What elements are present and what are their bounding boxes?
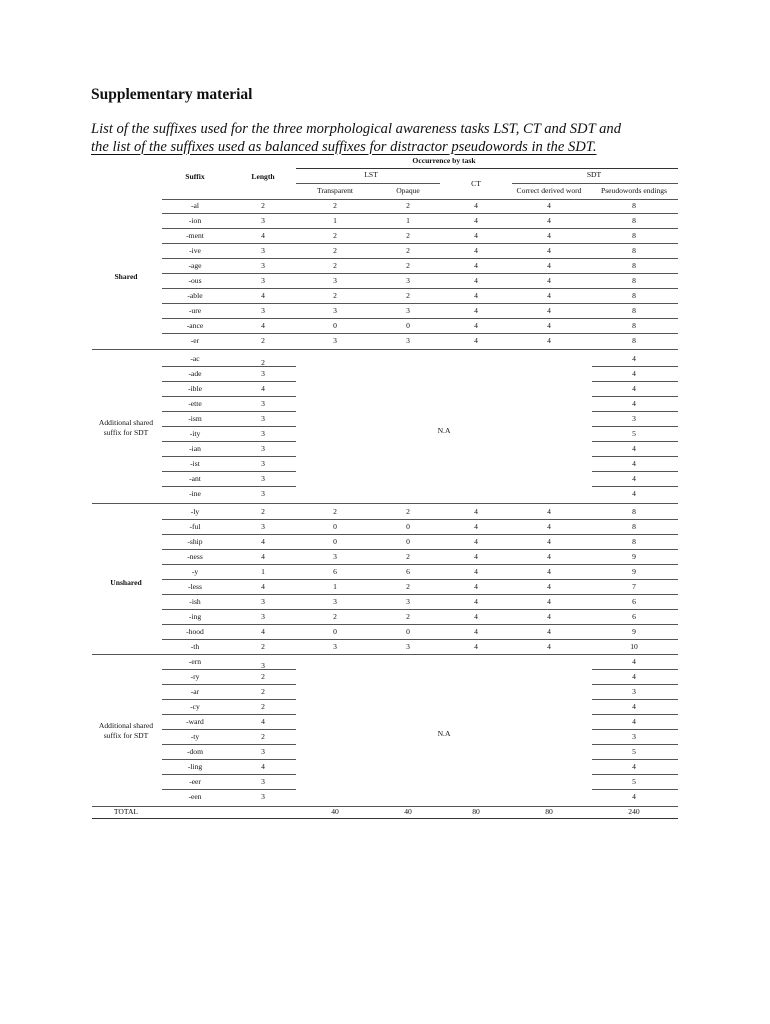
- transparent-cell: 2: [333, 201, 337, 210]
- opaque-cell: 3: [406, 306, 410, 315]
- suffix-cell: -ible: [188, 384, 202, 393]
- correct-cell: 4: [547, 597, 551, 606]
- row-rule: [592, 396, 678, 397]
- ct-cell: 4: [474, 552, 478, 561]
- pseudo-cell: 8: [632, 216, 636, 225]
- ct-cell: 4: [474, 291, 478, 300]
- row-rule: [592, 441, 678, 442]
- ct-cell: 4: [474, 627, 478, 636]
- ct-cell: 4: [474, 276, 478, 285]
- pseudo-cell: 4: [632, 717, 636, 726]
- pseudo-cell: 4: [632, 354, 636, 363]
- pseudo-cell: 8: [632, 537, 636, 546]
- suffix-cell: -ment: [186, 231, 204, 240]
- length-cell: 3: [261, 429, 265, 438]
- group-rule: [92, 503, 678, 504]
- row-rule: [162, 273, 678, 274]
- group-label: suffix for SDT: [103, 427, 149, 437]
- opaque-cell: 6: [406, 567, 410, 576]
- ct-cell: 4: [474, 321, 478, 330]
- opaque-cell: 2: [406, 231, 410, 240]
- pseudo-cell: 4: [632, 672, 636, 681]
- row-rule: [162, 318, 678, 319]
- opaque-cell: 2: [406, 582, 410, 591]
- suffix-cell: -ism: [188, 414, 202, 423]
- table-bottom-rule: [92, 818, 678, 819]
- length-cell: 3: [261, 399, 265, 408]
- page-heading: Supplementary material: [91, 86, 253, 103]
- row-rule: [592, 381, 678, 382]
- pseudo-cell: 6: [632, 597, 636, 606]
- correct-cell: 4: [547, 336, 551, 345]
- transparent-cell: 3: [333, 642, 337, 651]
- opaque-header: Opaque: [396, 186, 420, 195]
- suffix-cell: -ure: [188, 306, 202, 315]
- occurrence-header: Occurrence by task: [412, 156, 476, 165]
- row-rule: [162, 519, 678, 520]
- row-rule: [162, 789, 296, 790]
- row-rule: [162, 243, 678, 244]
- ct-cell: 4: [474, 522, 478, 531]
- correct-cell: 4: [547, 231, 551, 240]
- row-rule: [162, 759, 296, 760]
- opaque-cell: 3: [406, 642, 410, 651]
- pseudo-cell: 9: [632, 552, 636, 561]
- length-cell: 2: [261, 672, 265, 681]
- total-opaque: 40: [404, 807, 412, 816]
- ct-cell: 4: [474, 642, 478, 651]
- transparent-cell: 0: [333, 522, 337, 531]
- length-cell: 4: [261, 291, 265, 300]
- pseudo-cell: 4: [632, 474, 636, 483]
- caption-line-1: List of the suffixes used for the three morphological awareness tasks LST, CT and SDT and: [91, 121, 621, 137]
- row-rule: [162, 303, 678, 304]
- ct-cell: 4: [474, 582, 478, 591]
- pseudo-cell: 4: [632, 369, 636, 378]
- correct-cell: 4: [547, 321, 551, 330]
- correct-cell: 4: [547, 627, 551, 636]
- caption-line-2: the list of the suffixes used as balanced suffixes for distractor pseudowords in the SDT.: [91, 138, 597, 155]
- length-cell: 3: [261, 306, 265, 315]
- group-rule: [92, 806, 678, 807]
- row-rule: [592, 456, 678, 457]
- correct-cell: 4: [547, 612, 551, 621]
- correct-cell: 4: [547, 642, 551, 651]
- suffix-cell: -er: [190, 336, 200, 345]
- pseudo-cell: 8: [632, 507, 636, 516]
- pseudo-cell: 8: [632, 246, 636, 255]
- opaque-cell: 0: [406, 537, 410, 546]
- opaque-cell: 2: [406, 201, 410, 210]
- length-cell: 2: [261, 687, 265, 696]
- group-label: Shared: [114, 271, 138, 281]
- row-rule: [592, 411, 678, 412]
- length-cell: 4: [261, 552, 265, 561]
- row-rule: [162, 639, 678, 640]
- ct-cell: 4: [474, 597, 478, 606]
- suffix-cell: -ance: [186, 321, 204, 330]
- length-cell: 2: [261, 642, 265, 651]
- length-cell: 3: [261, 414, 265, 423]
- correct-cell: 4: [547, 201, 551, 210]
- row-rule: [162, 669, 296, 670]
- suffix-cell: -ac: [190, 354, 200, 363]
- opaque-cell: 3: [406, 276, 410, 285]
- length-cell: 2: [261, 702, 265, 711]
- length-cell: 3: [261, 474, 265, 483]
- length-cell: 3: [261, 489, 265, 498]
- length-cell: 4: [261, 231, 265, 240]
- suffix-cell: -ive: [189, 246, 201, 255]
- suffix-cell: -ish: [189, 597, 201, 606]
- ct-cell: 4: [474, 537, 478, 546]
- row-rule: [592, 426, 678, 427]
- pseudo-cell: 10: [630, 642, 638, 651]
- total-ct: 80: [472, 807, 480, 816]
- correct-cell: 4: [547, 216, 551, 225]
- opaque-cell: 1: [406, 216, 410, 225]
- opaque-cell: 3: [406, 336, 410, 345]
- opaque-cell: 0: [406, 522, 410, 531]
- suffix-cell: -y: [191, 567, 199, 576]
- opaque-cell: 0: [406, 627, 410, 636]
- pseudo-cell: 5: [632, 777, 636, 786]
- suffix-cell: -less: [188, 582, 202, 591]
- row-rule: [162, 549, 678, 550]
- pseudo-cell: 3: [632, 732, 636, 741]
- row-rule: [162, 426, 296, 427]
- opaque-cell: 2: [406, 507, 410, 516]
- pseudo-cell: 9: [632, 627, 636, 636]
- transparent-cell: 3: [333, 597, 337, 606]
- pseudo-cell: 4: [632, 399, 636, 408]
- opaque-cell: 2: [406, 552, 410, 561]
- row-rule: [162, 366, 296, 367]
- suffix-cell: -ern: [188, 657, 202, 666]
- length-cell: 3: [261, 216, 265, 225]
- row-rule: [592, 486, 678, 487]
- ct-cell: 4: [474, 246, 478, 255]
- suffix-cell: -ade: [188, 369, 202, 378]
- suffix-cell: -hood: [186, 627, 204, 636]
- correct-cell: 4: [547, 582, 551, 591]
- pseudo-cell: 7: [632, 582, 636, 591]
- suffix-cell: -ness: [187, 552, 203, 561]
- suffix-cell: -cy: [190, 702, 200, 711]
- suffix-cell: -ty: [190, 732, 200, 741]
- ct-cell: 4: [474, 216, 478, 225]
- length-cell: 2: [261, 507, 265, 516]
- transparent-cell: 2: [333, 261, 337, 270]
- suffix-cell: -ian: [189, 444, 201, 453]
- pseudo-cell: 4: [632, 657, 636, 666]
- length-cell: 4: [261, 762, 265, 771]
- pseudo-cell: 8: [632, 306, 636, 315]
- suffix-cell: -ist: [190, 459, 200, 468]
- pseudo-cell: 4: [632, 702, 636, 711]
- transparent-cell: 3: [333, 552, 337, 561]
- suffix-cell: -able: [187, 291, 203, 300]
- row-rule: [162, 213, 678, 214]
- length-cell: 3: [261, 444, 265, 453]
- row-rule: [162, 564, 678, 565]
- row-rule: [162, 258, 678, 259]
- row-rule: [162, 534, 678, 535]
- length-cell: 2: [261, 201, 265, 210]
- pseudo-cell: 4: [632, 762, 636, 771]
- group-rule: [92, 654, 678, 655]
- suffix-cell: -eer: [189, 777, 201, 786]
- sdt-header: SDT: [586, 170, 602, 179]
- pseudo-cell: 5: [632, 747, 636, 756]
- row-rule: [162, 456, 296, 457]
- pseudo-cell: 4: [632, 489, 636, 498]
- pseudo-cell: 3: [632, 414, 636, 423]
- suffix-cell: -ward: [186, 717, 204, 726]
- length-cell: 4: [261, 384, 265, 393]
- length-cell: 4: [261, 537, 265, 546]
- suffix-cell: -ship: [187, 537, 203, 546]
- transparent-cell: 2: [333, 612, 337, 621]
- correct-cell: 4: [547, 276, 551, 285]
- length-cell: 2: [261, 336, 265, 345]
- length-cell: 3: [261, 276, 265, 285]
- correct-cell: 4: [547, 522, 551, 531]
- pseudo-cell: 4: [632, 444, 636, 453]
- transparent-cell: 1: [333, 216, 337, 225]
- row-rule: [592, 789, 678, 790]
- transparent-cell: 2: [333, 231, 337, 240]
- correct-cell: 4: [547, 537, 551, 546]
- pseudo-cell: 8: [632, 261, 636, 270]
- pseudo-cell: 8: [632, 321, 636, 330]
- pseudo-cell: 9: [632, 567, 636, 576]
- pseudo-cell: 8: [632, 231, 636, 240]
- ct-header: CT: [471, 179, 481, 188]
- group-label: Unshared: [110, 577, 142, 587]
- row-rule: [592, 471, 678, 472]
- ct-cell: 4: [474, 261, 478, 270]
- row-rule: [162, 594, 678, 595]
- row-rule: [162, 288, 678, 289]
- correct-cell: 4: [547, 306, 551, 315]
- group-label: suffix for SDT: [103, 730, 149, 740]
- length-cell: 4: [261, 717, 265, 726]
- header-rule-bottom: [162, 199, 678, 200]
- length-cell: 3: [261, 747, 265, 756]
- correct-cell: 4: [547, 291, 551, 300]
- suffix-cell: -ion: [188, 216, 202, 225]
- length-cell: 2: [261, 358, 265, 367]
- row-rule: [592, 714, 678, 715]
- pseudo-cell: 8: [632, 522, 636, 531]
- group-label: Additional shared: [98, 720, 154, 730]
- opaque-cell: 3: [406, 597, 410, 606]
- transparent-cell: 2: [333, 246, 337, 255]
- group-label: Additional shared: [98, 417, 154, 427]
- row-rule: [592, 729, 678, 730]
- suffix-cell: -al: [190, 201, 200, 210]
- row-rule: [162, 228, 678, 229]
- suffix-cell: -dom: [186, 747, 204, 756]
- total-correct: 80: [545, 807, 553, 816]
- length-cell: 1: [261, 567, 265, 576]
- length-cell: 3: [261, 246, 265, 255]
- transparent-cell: 2: [333, 291, 337, 300]
- row-rule: [162, 441, 296, 442]
- suffix-cell: -th: [190, 642, 200, 651]
- pseudo-cell: 3: [632, 687, 636, 696]
- suffix-cell: -age: [188, 261, 202, 270]
- group-rule: [92, 349, 678, 350]
- row-rule: [162, 609, 678, 610]
- row-rule: [162, 333, 678, 334]
- lst-header: LST: [364, 170, 378, 179]
- transparent-cell: 1: [333, 582, 337, 591]
- na-cell: N.A: [437, 728, 451, 738]
- opaque-cell: 2: [406, 612, 410, 621]
- row-rule: [592, 684, 678, 685]
- pseudo-endings-header: Pseudowords endings: [600, 186, 668, 195]
- suffix-cell: -ous: [188, 276, 202, 285]
- suffix-cell: -ine: [189, 489, 201, 498]
- transparent-cell: 0: [333, 627, 337, 636]
- transparent-cell: 3: [333, 276, 337, 285]
- suffix-cell: -ant: [189, 474, 201, 483]
- row-rule: [162, 396, 296, 397]
- row-rule: [162, 729, 296, 730]
- suffix-cell: -ly: [190, 507, 200, 516]
- transparent-header: Transparent: [317, 186, 353, 195]
- row-rule: [592, 699, 678, 700]
- correct-derived-header: Correct derived word: [516, 186, 582, 195]
- transparent-cell: 0: [333, 537, 337, 546]
- suffix-cell: -ar: [190, 687, 200, 696]
- row-rule: [162, 486, 296, 487]
- length-cell: 3: [261, 612, 265, 621]
- row-rule: [162, 714, 296, 715]
- suffix-cell: -ette: [188, 399, 202, 408]
- transparent-cell: 3: [333, 336, 337, 345]
- opaque-cell: 2: [406, 261, 410, 270]
- length-cell: 3: [261, 792, 265, 801]
- pseudo-cell: 4: [632, 792, 636, 801]
- correct-cell: 4: [547, 261, 551, 270]
- row-rule: [592, 759, 678, 760]
- header-rule-top: [296, 168, 678, 169]
- ct-cell: 4: [474, 306, 478, 315]
- length-cell: 3: [261, 369, 265, 378]
- pseudo-cell: 8: [632, 336, 636, 345]
- na-cell: N.A: [437, 425, 451, 435]
- correct-cell: 4: [547, 246, 551, 255]
- pseudo-cell: 4: [632, 384, 636, 393]
- suffix-cell: -ful: [189, 522, 201, 531]
- transparent-cell: 3: [333, 306, 337, 315]
- transparent-cell: 2: [333, 507, 337, 516]
- transparent-cell: 0: [333, 321, 337, 330]
- total-pseudo: 240: [628, 807, 640, 816]
- suffix-cell: -ry: [190, 672, 200, 681]
- suffix-cell: -een: [188, 792, 202, 801]
- row-rule: [592, 669, 678, 670]
- correct-cell: 4: [547, 507, 551, 516]
- length-cell: 3: [261, 459, 265, 468]
- suffix-cell: -ling: [187, 762, 203, 771]
- length-cell: 4: [261, 321, 265, 330]
- opaque-cell: 2: [406, 246, 410, 255]
- ct-cell: 4: [474, 231, 478, 240]
- pseudo-cell: 8: [632, 276, 636, 285]
- lst-rule: [296, 183, 440, 184]
- row-rule: [162, 624, 678, 625]
- ct-cell: 4: [474, 336, 478, 345]
- row-rule: [592, 774, 678, 775]
- ct-cell: 4: [474, 567, 478, 576]
- total-label: TOTAL: [113, 807, 139, 816]
- total-transparent: 40: [331, 807, 339, 816]
- ct-cell: 4: [474, 507, 478, 516]
- col-suffix-header: Suffix: [185, 172, 205, 181]
- row-rule: [162, 774, 296, 775]
- opaque-cell: 0: [406, 321, 410, 330]
- row-rule: [162, 471, 296, 472]
- col-length-header: Length: [251, 172, 275, 181]
- row-rule: [162, 381, 296, 382]
- length-cell: 3: [261, 777, 265, 786]
- row-rule: [162, 744, 296, 745]
- suffix-cell: -ing: [188, 612, 202, 621]
- suffix-cell: -ity: [189, 429, 201, 438]
- length-cell: 3: [261, 661, 265, 670]
- row-rule: [162, 699, 296, 700]
- row-rule: [162, 684, 296, 685]
- opaque-cell: 2: [406, 291, 410, 300]
- row-rule: [162, 579, 678, 580]
- pseudo-cell: 4: [632, 459, 636, 468]
- ct-cell: 4: [474, 201, 478, 210]
- pseudo-cell: 8: [632, 291, 636, 300]
- length-cell: 4: [261, 627, 265, 636]
- pseudo-cell: 8: [632, 201, 636, 210]
- ct-cell: 4: [474, 612, 478, 621]
- pseudo-cell: 6: [632, 612, 636, 621]
- row-rule: [592, 366, 678, 367]
- row-rule: [592, 744, 678, 745]
- length-cell: 4: [261, 582, 265, 591]
- length-cell: 2: [261, 732, 265, 741]
- pseudo-cell: 5: [632, 429, 636, 438]
- length-cell: 3: [261, 522, 265, 531]
- transparent-cell: 6: [333, 567, 337, 576]
- row-rule: [162, 411, 296, 412]
- correct-cell: 4: [547, 567, 551, 576]
- length-cell: 3: [261, 597, 265, 606]
- sdt-rule: [512, 183, 678, 184]
- correct-cell: 4: [547, 552, 551, 561]
- length-cell: 3: [261, 261, 265, 270]
